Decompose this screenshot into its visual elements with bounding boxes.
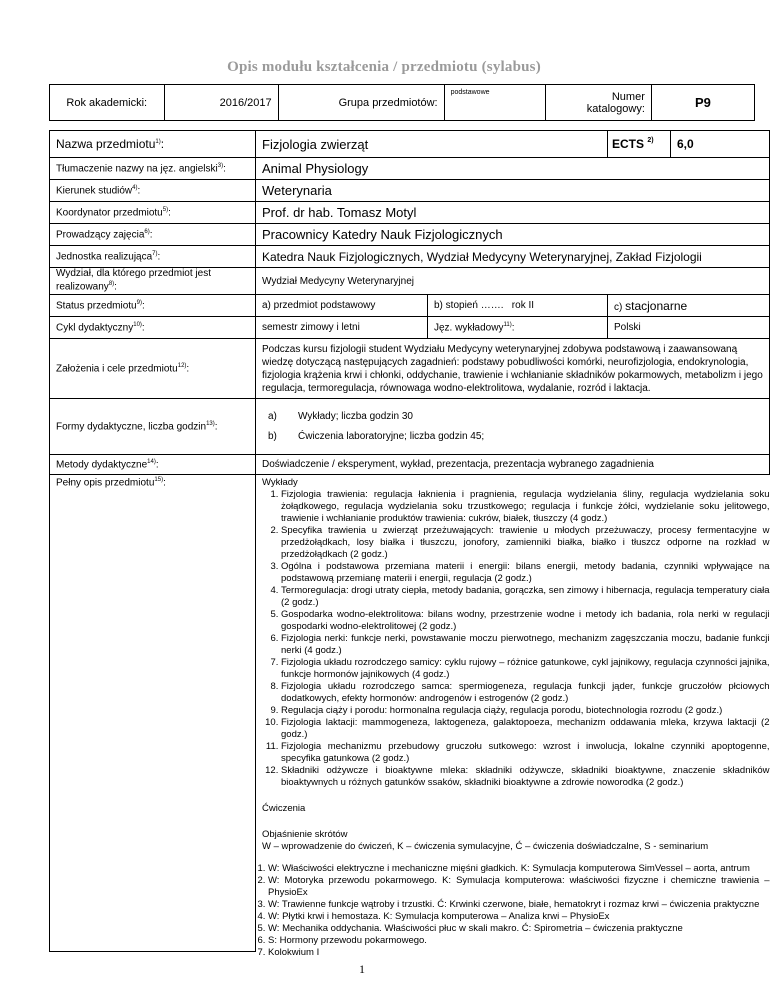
grupa-value: podstawowe [444, 85, 545, 121]
formy-label: Formy dydaktyczne, liczba godzin [56, 421, 207, 433]
row-formy: Formy dydaktyczne, liczba godzin$^{13)}$: a) Wykłady; liczba godzin 30 b) Ćwiczenia laboratoryjne; liczba godzin 45; [50, 399, 770, 455]
skroty-title: Objaśnienie skrótów [262, 829, 348, 840]
row-cykl: Cykl dydaktyczny$^{10)}$: semestr zimowy i letni Jęz. wykładowy$^{11)}$: Polski [50, 317, 770, 339]
row-jednostka: Jednostka realizująca$^{7)}$: Katedra Nauk Fizjologicznych, Wydział Medycyny Weterynaryjnej, Zakład Fizjologii [50, 246, 770, 268]
status-c: stacjonarne [625, 298, 688, 313]
formy-b: Ćwiczenia laboratoryjne; liczba godzin 45; [298, 430, 485, 442]
tlum-value: Animal Physiology [256, 158, 770, 180]
cwiczenie-item: 5. W: Mechanika oddychania. Właściwości płuc w skali makro. Ć: Spirometria – ćwiczenia praktyczne [268, 923, 770, 935]
wyklad-item: 2. Specyfika trawienia u zwierząt przeżuwających: trawienie u młodych przeżuwaczy, procesy fermentacyjne w przedżołądkach, losy białka i tłuszczu, jonofory, zamienniki białka, białko i tłuszcz odporne na rozkład w przedżołądkach (2 godz.) [281, 525, 770, 561]
row-pelny-opis: Pełny opis przedmiotu$^{15)}$: Wykłady 1. Fizjologia trawienia: regulacja łaknienia i pragnienia, regulacja wydzielania śliny, regulacja wydzielania soku żołądkowego, regulacja wydzielania soku trzustkowego; regulacja i funkcje żółci, wydzielanie soku jelitowego, trawienie i wchłanianie produktów trawienia: cukrów, białek, tłuszczy (4 godz.) 2. Specyfika trawienia u zwierząt przeżuwających: trawienie u młodych przeżuwaczy, procesy fermentacyjne w przedżołądkach, losy białka i tłuszczu, jonofory, zamienniki białka, białko i tłuszcz odporne na rozkład w przedżołądkach (2 godz.) 3. Ogólna i podstawowa przemiana materii i energii: bilans energii, metody badania, czynniki wpływające na podstawową przemianę materii i energii, regulacja (2 godz.) 4. Termoregulacja: drogi utraty ciepła, metody badania, gorączka, sen zimowy i hibernacja, regulacja temperatury ciała (2 godz.) 5. Gospodarka wodno-elektrolitowa: bilans wodny, przestrzenie wodne i metody ich badania, rola nerki w regulacji gospodarki wodno-elektrolitowej (2 godz.) 6. Fizjologia nerki: funkcje nerki, powstawanie moczu pierwotnego, mechanizm zagęszczania moczu, badanie funkcji nerki (4 godz.) 7. Fizjologia układu rozrodczego samicy: cyklu rujowy – różnice gatunkowe, cykl jajnikowy, regulacja czynności jajnika, funkcje hormonów jajnikowych (4 godz.) 8. Fizjologia układu rozrodczego samca: spermiogeneza, regulacja funkcji jąder, funkcje gruczołów płciowych dodatkowych, efekty hormonów: androgenów i estrogenów (2 godz.) 9. Regulacja ciąży i porodu: hormonalna regulacja ciąży, regulacja porodu, biotechnologia rozrodu (2 godz.) 10. Fizjologia laktacji: mammogeneza, laktogeneza, galaktopoeza, mechanizm oddawania mleka, krzywa laktacji (2 godz.) 11. Fizjologia mechanizmu przebudowy gruczołu sutkowego: wzrost i inwolucja, lokalne czynniki apoptogenne, specyfika gatunkowa (2 godz.) 12. Składniki odżywcze i bioaktywne mleka: składniki odżywcze, składniki bioaktywne, znaczenie składników bioaktywnych u różnych gatunków ssaków, składniki bioaktywne a zdrowie noworodka (2 godz.) Ćwiczenia Objaśnienie skrótów W – wprowadzenie do ćwiczeń, K – ćwiczenia symulacyjne, Ć – ćwiczenia doświadczalne, S - seminarium 1. W: Właściwości elektryczne i mechaniczne mięśni gładkich. K: Symulacja komputerowa SimVessel – aorta, antrum 2. W: Motoryka przewodu pokarmowego. K: Symulacja komputerowa: właściwości fizyczne i chemiczne trawienia – PhysioEx 3. W: Trawienne funkcje wątroby i trzustki. Ć: Krwinki czerwone, białe, hematokryt i rozmaz krwi – ćwiczenia praktyczne 4. W: Płytki krwi i hemostaza. K: Symulacja komputerowa – Analiza krwi – PhysioEx 5. W: Mechanika oddychania. Właściwości płuc w skali makro. Ć: Spirometria – ćwiczenia praktyczne 6. S: Hormony przewodu pokarmowego. 7. Kolokwium I [50, 475, 770, 952]
prow-label: Prowadzący zajęcia [56, 229, 145, 241]
row-prowadzacy: Prowadzący zajęcia$^{6)}$: Pracownicy Katedry Nauk Fizjologicznych [50, 224, 770, 246]
wydz-label: Wydział, dla którego przedmiot jest realizowany [56, 268, 211, 293]
kier-label: Kierunek studiów [56, 185, 133, 197]
jedn-label: Jednostka realizująca [56, 251, 153, 263]
wyklad-item: 11. Fizjologia mechanizmu przebudowy gruczołu sutkowego: wzrost i inwolucja, lokalne czynniki apoptogenne, specyfika gatunkowa (2 godz.) [281, 741, 770, 765]
row-nazwa: Nazwa przedmiotu$^{1)}$: Fizjologia zwierząt ECTS $^{2)}$ 6,0 [50, 131, 770, 158]
metody-value: Doświadczenie / eksperyment, wykład, prezentacja, prezentacja wybranego zagadnienia [256, 455, 770, 475]
jez-label: Jęz. wykładowy [434, 322, 504, 334]
cwiczenie-item: 4. W: Płytki krwi i hemostaza. K: Symulacja komputerowa – Analiza krwi – PhysioEx [268, 911, 770, 923]
wyklad-item: 10. Fizjologia laktacji: mammogeneza, laktogeneza, galaktopoeza, mechanizm oddawania mleka, krzywa laktacji (2 godz.) [281, 717, 770, 741]
cwiczenie-item: 1. W: Właściwości elektryczne i mechaniczne mięśni gładkich. K: Symulacja komputerowa SimVessel – aorta, antrum [268, 863, 770, 875]
cykl-label: Cykl dydaktyczny [56, 322, 134, 334]
nazwa-value: Fizjologia zwierząt [256, 131, 608, 158]
zal-label: Założenia i cele przedmiotu [56, 363, 178, 375]
status-label: Status przedmiotu [56, 300, 137, 312]
rok-label: Rok akademicki: [50, 85, 165, 121]
status-a: a) przedmiot podstawowy [256, 295, 428, 317]
cwiczenia-list [256, 863, 770, 959]
koord-label: Koordynator przedmiotu [56, 207, 163, 219]
cwiczenie-item: 7. Kolokwium I [268, 947, 770, 959]
cwiczenia-title: Ćwiczenia [262, 803, 306, 814]
metody-label: Metody dydaktyczne [56, 459, 148, 471]
kier-value: Weterynaria [256, 180, 770, 202]
row-tlumaczenie: Tłumaczenie nazwy na jęz. angielski$^{3)}$: Animal Physiology [50, 158, 770, 180]
wyklady-list [262, 489, 770, 789]
cykl-value: semestr zimowy i letni [256, 317, 428, 339]
ects-label: ECTS [612, 137, 645, 151]
wyklad-item: 3. Ogólna i podstawowa przemiana materii i energii: bilans energii, metody badania, czynniki wpływające na podstawową przemianę materii i energii, regulacja (2 godz.) [281, 561, 770, 585]
ects-value: 6,0 [671, 131, 770, 158]
jez-value: Polski [608, 317, 770, 339]
wyklad-item: 1. Fizjologia trawienia: regulacja łaknienia i pragnienia, regulacja wydzielania śliny, regulacja wydzielania soku żołądkowego, regulacja wydzielania soku trzustkowego; regulacja i funkcje żółci, wydzielanie soku jelitowego, trawienie i wchłanianie produktów trawienia: cukrów, białek, tłuszczy (4 godz.) [281, 489, 770, 525]
cwiczenie-item: 6. S: Hormony przewodu pokarmowego. [268, 935, 770, 947]
skroty-text: W – wprowadzenie do ćwiczeń, K – ćwiczenia symulacyjne, Ć – ćwiczenia doświadczalne, S - seminarium [262, 841, 709, 852]
document-title: Opis modułu kształcenia / przedmiotu (sylabus) [227, 59, 541, 75]
prow-value: Pracownicy Katedry Nauk Fizjologicznych [256, 224, 770, 246]
wydz-value: Wydział Medycyny Weterynaryjnej [256, 268, 770, 295]
wyklad-item: 7. Fizjologia układu rozrodczego samicy: cyklu rujowy – różnice gatunkowe, cykl jajnikowy, regulacja czynności jajnika, funkcje hormonów jajnikowych (4 godz.) [281, 657, 770, 681]
syllabus-table [49, 130, 770, 958]
wyklad-item: 4. Termoregulacja: drogi utraty ciepła, metody badania, gorączka, sen zimowy i hibernacja, regulacja temperatury ciała (2 godz.) [281, 585, 770, 609]
wyklad-item: 12. Składniki odżywcze i bioaktywne mleka: składniki odżywcze, składniki bioaktywne, znaczenie składników bioaktywnych u różnych gatunków ssaków, składniki bioaktywne a zdrowie noworodka (2 godz.) [281, 765, 770, 789]
page-number: 1 [359, 962, 365, 976]
header-table [49, 84, 755, 121]
tlum-label: Tłumaczenie nazwy na jęz. angielski [56, 163, 218, 175]
row-metody: Metody dydaktyczne$^{14)}$: Doświadczenie / eksperyment, wykład, prezentacja, prezentacja wybranego zagadnienia [50, 455, 770, 475]
wyklady-title: Wykłady [262, 477, 298, 488]
status-b: b) stopień ……. rok II [428, 295, 608, 317]
wyklad-item: 5. Gospodarka wodno-elektrolitowa: bilans wodny, przestrzenie wodne i metody ich badania, rola nerki w regulacji gospodarki wodno-elektrolitowej (2 godz.) [281, 609, 770, 633]
numer-value: P9 [651, 85, 754, 121]
row-koordynator: Koordynator przedmiotu$^{5)}$: Prof. dr hab. Tomasz Motyl [50, 202, 770, 224]
rok-value: 2016/2017 [164, 85, 278, 121]
pelny-label: Pełny opis przedmiotu [56, 477, 155, 489]
grupa-label: Grupa przedmiotów: [278, 85, 444, 121]
wyklad-item: 9. Regulacja ciąży i porodu: hormonalna regulacja ciąży, regulacja porodu, biotechnologia rozrodu (2 godz.) [281, 705, 770, 717]
row-kierunek: Kierunek studiów$^{4)}$: Weterynaria [50, 180, 770, 202]
formy-a: Wykłady; liczba godzin 30 [298, 410, 413, 422]
jedn-value: Katedra Nauk Fizjologicznych, Wydział Medycyny Weterynaryjnej, Zakład Fizjologii [256, 246, 770, 268]
numer-label: Numer katalogowy: [545, 85, 651, 121]
wyklad-item: 8. Fizjologia układu rozrodczego samca: spermiogeneza, regulacja funkcji jąder, funkcje gruczołów płciowych dodatkowych, efekty hormonów: androgenów i estrogenów (2 godz.) [281, 681, 770, 705]
cwiczenie-item: 3. W: Trawienne funkcje wątroby i trzustki. Ć: Krwinki czerwone, białe, hematokryt i rozmaz krwi – ćwiczenia praktyczne [268, 899, 770, 911]
nazwa-label: Nazwa przedmiotu [56, 137, 156, 151]
zal-value: Podczas kursu fizjologii student Wydziału Medycyny weterynaryjnej zdobywa podstawową i zaawansowaną wiedzę dotyczącą następujących zagadnień: podstawy pobudliwości komórki, neurofizjologia, endokrynologia, fizjologia krążenia krwi i chłonki, oddychanie, trawienie i wchłanianie składników pokarmowych, metabolizm i jego regulacja, termoregulacja, równowaga wodno-elektrolitowa, wydalanie, rozród i laktacja. [256, 339, 770, 399]
row-wydzial: Wydział, dla którego przedmiot jest realizowany$^{8)}$: Wydział Medycyny Weterynaryjnej [50, 268, 770, 295]
row-status: Status przedmiotu$^{9)}$: a) przedmiot podstawowy b) stopień ……. rok II c) stacjonarne [50, 295, 770, 317]
wyklad-item: 6. Fizjologia nerki: funkcje nerki, powstawanie moczu pierwotnego, mechanizm zagęszczania moczu, badanie funkcji nerki (4 godz.) [281, 633, 770, 657]
cwiczenie-item: 2. W: Motoryka przewodu pokarmowego. K: Symulacja komputerowa: właściwości fizyczne i chemiczne trawienia – PhysioEx [268, 875, 770, 899]
row-zalozenia: Założenia i cele przedmiotu$^{12)}$: Podczas kursu fizjologii student Wydziału Medycyny weterynaryjnej zdobywa podstawową i zaawansowaną wiedzę dotyczącą następujących zagadnień: podstawy pobudliwości komórki, neurofizjologia, endokrynologia, fizjologia krążenia krwi i chłonki, oddychanie, trawienie i wchłanianie składników pokarmowych, metabolizm i jego regulacja, termoregulacja, równowaga wodno-elektrolitowa, wydalanie, rozród i laktacja. [50, 339, 770, 399]
koord-value: Prof. dr hab. Tomasz Motyl [256, 202, 770, 224]
